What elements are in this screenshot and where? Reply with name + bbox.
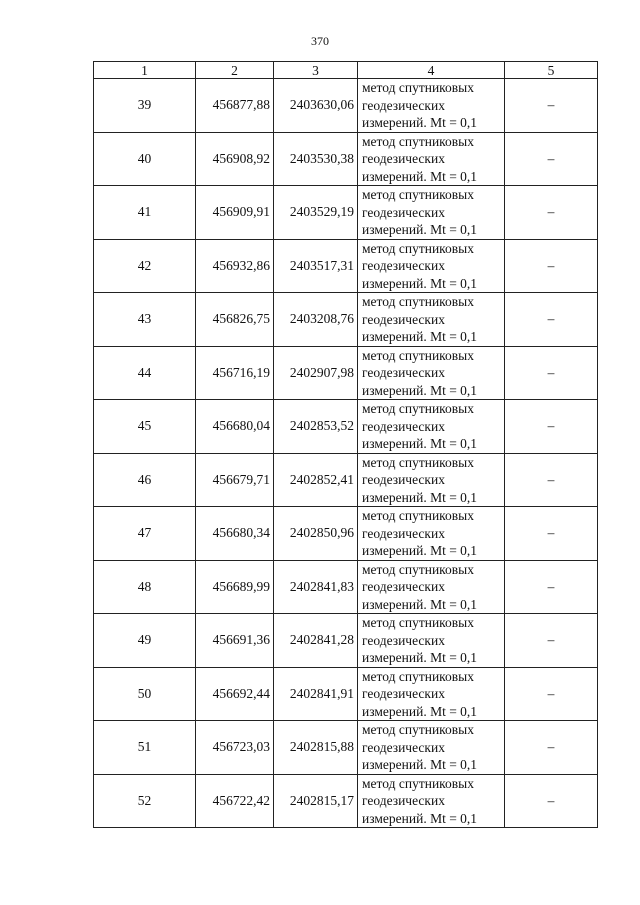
point-number-cell: 50 — [94, 667, 196, 721]
method-line: геодезических — [362, 793, 445, 808]
method-cell — [358, 346, 505, 400]
y-coordinate-cell: 2403630,06 — [274, 79, 358, 133]
method-line: метод спутниковых — [362, 187, 474, 202]
table-row — [94, 721, 598, 775]
x-coordinate-cell: 456909,91 — [196, 186, 274, 240]
method-line: измерений. Mt = 0,1 — [362, 115, 478, 130]
method-cell — [358, 239, 505, 293]
table-header-row — [94, 62, 598, 79]
method-line: геодезических — [362, 311, 445, 327]
coordinates-table — [93, 61, 598, 828]
method-line: метод спутниковых — [362, 454, 474, 470]
x-coordinate-cell: 456691,36 — [196, 614, 274, 668]
method-line: измерений. Mt = 0,1 — [362, 436, 478, 451]
page-number: 370 — [311, 34, 329, 48]
table-row — [94, 560, 598, 614]
note-cell: – — [505, 346, 598, 400]
note-cell: – — [505, 560, 598, 614]
y-coordinate-cell: 2402907,98 — [274, 346, 358, 400]
method-line: метод спутниковых — [362, 133, 474, 149]
table-row — [94, 186, 598, 240]
point-number-cell: 47 — [94, 507, 196, 561]
note-cell: – — [505, 79, 598, 133]
note-cell: – — [505, 239, 598, 293]
point-number-cell: 40 — [94, 132, 196, 186]
method-line: измерений. Mt = 0,1 — [362, 757, 478, 772]
table-row — [94, 667, 598, 721]
note-cell: – — [505, 186, 598, 240]
note-cell: – — [505, 667, 598, 721]
note-cell: – — [505, 774, 598, 828]
note-cell: – — [505, 721, 598, 775]
x-coordinate-cell: 456692,44 — [196, 667, 274, 721]
point-number-cell: 46 — [94, 453, 196, 507]
table-row — [94, 400, 598, 454]
method-line: измерений. Mt = 0,1 — [362, 168, 478, 184]
table-row — [94, 346, 598, 400]
method-line: геодезических — [362, 418, 445, 434]
method-line: геодезических — [362, 258, 445, 273]
method-line: метод спутниковых — [362, 668, 474, 684]
method-cell — [358, 774, 505, 828]
column-header: 3 — [274, 62, 358, 79]
note-cell: – — [505, 400, 598, 454]
column-header: 2 — [196, 62, 274, 79]
y-coordinate-cell: 2402850,96 — [274, 507, 358, 561]
method-line: измерений. Mt = 0,1 — [362, 329, 478, 344]
method-line: метод спутниковых — [362, 294, 474, 309]
x-coordinate-cell: 456723,03 — [196, 721, 274, 775]
table-row — [94, 79, 598, 133]
point-number-cell: 48 — [94, 560, 196, 614]
point-number-cell: 49 — [94, 614, 196, 668]
table-row — [94, 507, 598, 561]
column-header: 5 — [505, 62, 598, 79]
method-line: измерений. Mt = 0,1 — [362, 650, 478, 665]
method-line: измерений. Mt = 0,1 — [362, 596, 478, 612]
method-line: геодезических — [362, 365, 445, 380]
method-line: измерений. Mt = 0,1 — [362, 275, 478, 291]
method-cell — [358, 453, 505, 507]
note-cell: – — [505, 507, 598, 561]
method-line: метод спутниковых — [362, 347, 474, 363]
y-coordinate-cell: 2402841,83 — [274, 560, 358, 614]
column-header: 1 — [94, 62, 196, 79]
method-line: геодезических — [362, 204, 445, 220]
table-row — [94, 239, 598, 293]
method-line: геодезических — [362, 739, 445, 755]
method-line: метод спутниковых — [362, 615, 474, 630]
x-coordinate-cell: 456908,92 — [196, 132, 274, 186]
method-line: геодезических — [362, 525, 445, 541]
table-row — [94, 453, 598, 507]
method-cell — [358, 186, 505, 240]
point-number-cell: 51 — [94, 721, 196, 775]
note-cell: – — [505, 614, 598, 668]
point-number-cell: 44 — [94, 346, 196, 400]
method-line: геодезических — [362, 97, 445, 113]
column-header: 4 — [358, 62, 505, 79]
method-cell — [358, 667, 505, 721]
y-coordinate-cell: 2403208,76 — [274, 293, 358, 347]
y-coordinate-cell: 2402853,52 — [274, 400, 358, 454]
y-coordinate-cell: 2403517,31 — [274, 239, 358, 293]
y-coordinate-cell: 2402841,28 — [274, 614, 358, 668]
table-body — [94, 79, 598, 828]
point-number-cell: 41 — [94, 186, 196, 240]
table-row — [94, 614, 598, 668]
table-row — [94, 293, 598, 347]
x-coordinate-cell: 456689,99 — [196, 560, 274, 614]
x-coordinate-cell: 456877,88 — [196, 79, 274, 133]
method-cell — [358, 560, 505, 614]
method-line: геодезических — [362, 472, 445, 487]
method-line: геодезических — [362, 686, 445, 701]
table-row — [94, 132, 598, 186]
method-line: геодезических — [362, 579, 445, 594]
x-coordinate-cell: 456716,19 — [196, 346, 274, 400]
point-number-cell: 39 — [94, 79, 196, 133]
method-line: метод спутниковых — [362, 80, 474, 95]
method-line: измерений. Mt = 0,1 — [362, 543, 478, 558]
note-cell: – — [505, 132, 598, 186]
point-number-cell: 43 — [94, 293, 196, 347]
method-cell — [358, 614, 505, 668]
method-cell — [358, 400, 505, 454]
method-line: измерений. Mt = 0,1 — [362, 382, 478, 398]
note-cell: – — [505, 453, 598, 507]
point-number-cell: 52 — [94, 774, 196, 828]
method-line: измерений. Mt = 0,1 — [362, 703, 478, 719]
method-line: метод спутниковых — [362, 561, 474, 577]
y-coordinate-cell: 2402841,91 — [274, 667, 358, 721]
method-line: метод спутниковых — [362, 775, 474, 791]
method-cell — [358, 79, 505, 133]
x-coordinate-cell: 456722,42 — [196, 774, 274, 828]
method-line: метод спутниковых — [362, 508, 474, 523]
method-line: геодезических — [362, 151, 445, 166]
y-coordinate-cell: 2402815,88 — [274, 721, 358, 775]
method-line: измерений. Mt = 0,1 — [362, 222, 478, 237]
point-number-cell: 45 — [94, 400, 196, 454]
x-coordinate-cell: 456680,04 — [196, 400, 274, 454]
x-coordinate-cell: 456680,34 — [196, 507, 274, 561]
method-cell — [358, 293, 505, 347]
y-coordinate-cell: 2403529,19 — [274, 186, 358, 240]
y-coordinate-cell: 2403530,38 — [274, 132, 358, 186]
method-cell — [358, 507, 505, 561]
x-coordinate-cell: 456679,71 — [196, 453, 274, 507]
point-number-cell: 42 — [94, 239, 196, 293]
y-coordinate-cell: 2402815,17 — [274, 774, 358, 828]
method-line: метод спутниковых — [362, 722, 474, 737]
method-cell — [358, 132, 505, 186]
x-coordinate-cell: 456826,75 — [196, 293, 274, 347]
table-row — [94, 774, 598, 828]
method-cell — [358, 721, 505, 775]
method-line: геодезических — [362, 632, 445, 648]
y-coordinate-cell: 2402852,41 — [274, 453, 358, 507]
note-cell: – — [505, 293, 598, 347]
method-line: измерений. Mt = 0,1 — [362, 810, 478, 826]
x-coordinate-cell: 456932,86 — [196, 239, 274, 293]
method-line: метод спутниковых — [362, 240, 474, 256]
method-line: измерений. Mt = 0,1 — [362, 489, 478, 505]
method-line: метод спутниковых — [362, 401, 474, 416]
